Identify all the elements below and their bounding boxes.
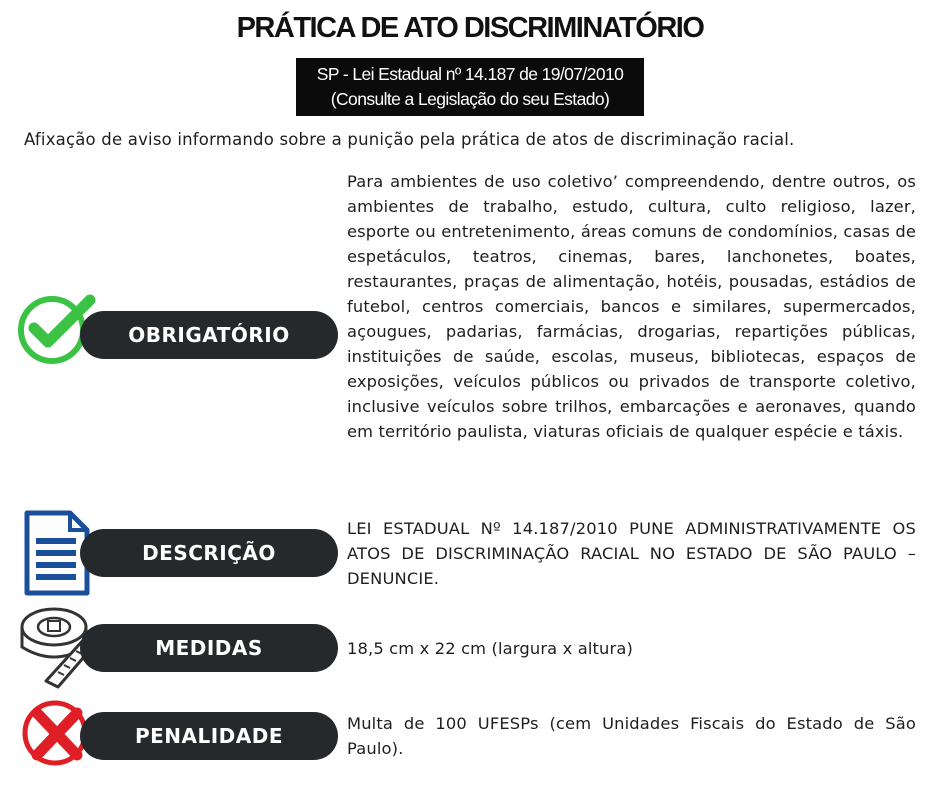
law-reference-line: SP - Lei Estadual nº 14.187 de 19/07/2010 — [316, 64, 624, 84]
label-penalidade: PENALIDADE — [80, 712, 338, 760]
law-reference-box — [296, 58, 644, 116]
page-title: PRÁTICA DE ATO DISCRIMINATÓRIO — [236, 12, 704, 44]
medidas-text: 18,5 cm x 22 cm (largura x altura) — [347, 639, 633, 658]
obrigatorio-text: Para ambientes de uso coletivo’ compreendendo, dentre outros, os ambientes de trabalho, estudo, cultura, culto religioso, lazer, esporte ou entretenimento, áreas comuns de condomínios, casas de espetáculos, teatros, cinemas, bares, lanchonetes, boates, restaurantes, praças de alimentação, hotéis, pousadas, estádios de futebol, centros comerciais, bancos e similares, supermercados, açougues, padarias, farmácias, drogarias, repartições públicas, instituições de saúde, escolas, museus, bibliotecas, espaços de exposições, veículos públicos ou privados de transporte coletivo, inclusive veículos sobre trilhos, embarcações e aeronaves, quando em território paulista, viaturas oficiais de qualquer espécie e táxis. — [347, 172, 916, 441]
label-medidas: MEDIDAS — [80, 624, 338, 672]
penalidade-text: Multa de 100 UFESPs (cem Unidades Fiscais do Estado de São Paulo). — [347, 714, 916, 758]
law-consult-line: (Consulte a Legislação do seu Estado) — [330, 89, 610, 109]
label-obrigatorio: OBRIGATÓRIO — [80, 311, 338, 359]
descricao-text: LEI ESTADUAL Nº 14.187/2010 PUNE ADMINISTRATIVAMENTE OS ATOS DE DISCRIMINAÇÃO RACIAL NO ESTADO DE SÃO PAULO – DENUNCIE. — [347, 519, 916, 588]
intro-text: Afixação de aviso informando sobre a punição pela prática de atos de discriminação racial. — [24, 130, 795, 149]
label-descricao: DESCRIÇÃO — [80, 529, 338, 577]
